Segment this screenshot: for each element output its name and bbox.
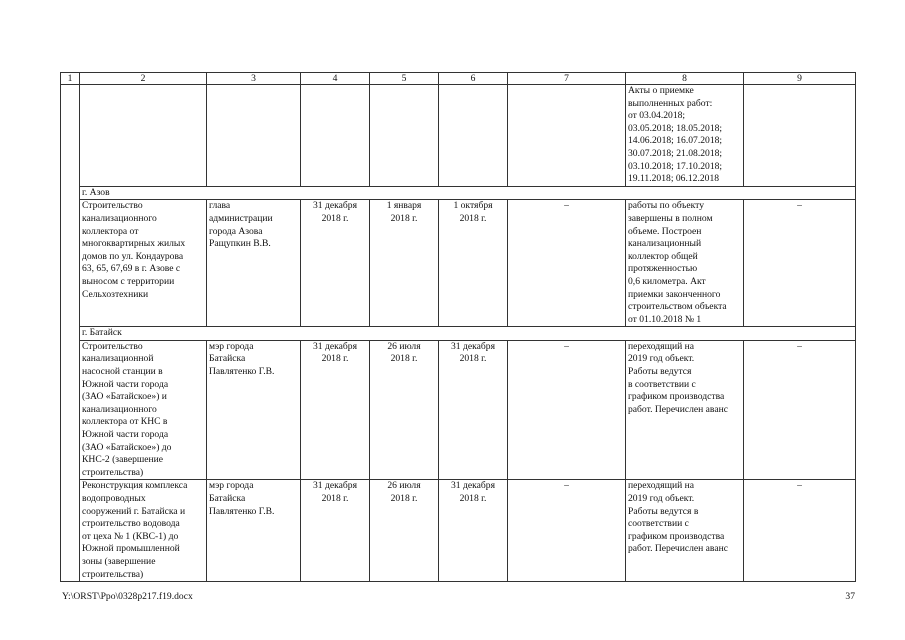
column-number: 6 [439, 73, 508, 85]
column-number: 7 [508, 73, 626, 85]
table-cell [744, 85, 856, 187]
table-cell [508, 85, 626, 187]
dash-cell: – [508, 340, 626, 480]
table-cell [80, 85, 207, 187]
merged-number-cell [61, 85, 80, 582]
object-name-cell: Строительство канализационной насосной станции в Южной части города (ЗАО «Батайское») и канализационного коллектора от КНС в Южной части города (ЗАО «Батайское») до КНС-2 (завершение строительства) [80, 340, 207, 480]
dash-cell: – [508, 480, 626, 582]
column-number: 5 [370, 73, 439, 85]
table-cell [301, 85, 370, 187]
status-cell: переходящий на 2019 год объект. Работы ведутся в соответствии с графиком производства работ. Перечислен аванс [626, 340, 744, 480]
section-city: г. Азов [80, 186, 856, 200]
acceptance-acts-cell: Акты о приемке выполненных работ: от 03.04.2018; 03.05.2018; 18.05.2018; 14.06.2018; 16.07.2018; 30.07.2018; 21.08.2018; 03.10.2018; 17.10.2018; 19.11.2018; 06.12.2018 [626, 85, 744, 187]
responsible-cell: мэр города Батайска Павлятенко Г.В. [207, 480, 301, 582]
file-path-footer: Y:\ORST\Ppo\0328p217.f19.docx [62, 591, 193, 602]
status-cell: работы по объекту завершены в полном объеме. Построен канализационный коллектор общей протяженностью 0,6 километра. Акт приемки законченного строительством объекта от 01.10.2018 № 1 [626, 200, 744, 327]
date-cell: 31 декабря 2018 г. [301, 200, 370, 327]
column-number: 9 [744, 73, 856, 85]
date-cell: 26 июля 2018 г. [370, 480, 439, 582]
date-cell: 1 октября 2018 г. [439, 200, 508, 327]
column-number: 3 [207, 73, 301, 85]
report-table [60, 72, 856, 582]
status-cell: переходящий на 2019 год объект. Работы ведутся в соответствии с графиком производства работ. Перечислен аванс [626, 480, 744, 582]
table-cell [439, 85, 508, 187]
table-cell [370, 85, 439, 187]
page-number: 37 [845, 591, 855, 602]
dash-cell: – [744, 340, 856, 480]
column-number: 2 [80, 73, 207, 85]
table-row [61, 200, 856, 327]
table-row [61, 85, 856, 187]
table-row [61, 340, 856, 480]
responsible-cell: мэр города Батайска Павлятенко Г.В. [207, 340, 301, 480]
date-cell: 31 декабря 2018 г. [301, 480, 370, 582]
section-row [61, 327, 856, 341]
table-row [61, 480, 856, 582]
object-name-cell: Строительство канализационного коллектора от многоквартирных жилых домов по ул. Кондаурова 63, 65, 67,69 в г. Азове с выносом с территории Сельхозтехники [80, 200, 207, 327]
dash-cell: – [744, 480, 856, 582]
section-row [61, 186, 856, 200]
column-number-row [61, 73, 856, 85]
column-number: 8 [626, 73, 744, 85]
date-cell: 1 января 2018 г. [370, 200, 439, 327]
date-cell: 26 июля 2018 г. [370, 340, 439, 480]
dash-cell: – [744, 200, 856, 327]
date-cell: 31 декабря 2018 г. [439, 340, 508, 480]
column-number: 1 [61, 73, 80, 85]
date-cell: 31 декабря 2018 г. [301, 340, 370, 480]
column-number: 4 [301, 73, 370, 85]
date-cell: 31 декабря 2018 г. [439, 480, 508, 582]
object-name-cell: Реконструкция комплекса водопроводных сооружений г. Батайска и строительство водовода от цеха № 1 (КВС-1) до Южной промышленной зоны (завершение строительства) [80, 480, 207, 582]
table-cell [207, 85, 301, 187]
responsible-cell: глава администрации города Азова Ращупкин В.В. [207, 200, 301, 327]
dash-cell: – [508, 200, 626, 327]
section-city: г. Батайск [80, 327, 856, 341]
